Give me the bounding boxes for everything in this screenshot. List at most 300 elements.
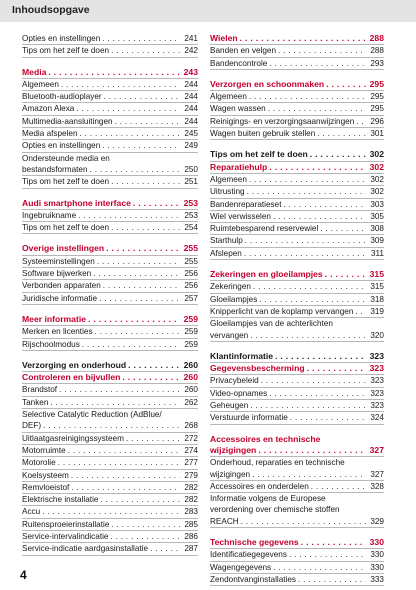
toc-entry[interactable]: [210, 481, 384, 493]
toc-entry[interactable]: [22, 470, 198, 482]
toc-leader-dots: [275, 351, 366, 362]
toc-chapter-title: Verzorging en onderhoud: [22, 359, 127, 370]
toc-entry[interactable]: [22, 409, 198, 420]
toc-entry[interactable]: [22, 457, 198, 469]
toc-entry-title: Privacybeleid: [210, 376, 259, 386]
toc-entry-title: Algemeen: [22, 79, 59, 89]
toc-leader-dots: [290, 412, 366, 423]
toc-page-number: 323: [370, 388, 384, 398]
toc-entry[interactable]: [22, 164, 198, 176]
toc-leader-dots: [249, 174, 366, 185]
toc-leader-dots: [356, 116, 366, 127]
toc-leader-dots: [240, 33, 366, 44]
toc-entry[interactable]: [210, 91, 384, 103]
toc-leader-dots: [106, 243, 180, 254]
toc-page-number: 302: [369, 161, 384, 172]
toc-entry[interactable]: [22, 79, 198, 91]
toc-page-number: 296: [370, 116, 384, 126]
toc-page-number: 286: [184, 531, 198, 541]
toc-page-number: 241: [184, 34, 198, 43]
toc-leader-dots: [253, 281, 366, 292]
toc-entry-title: Bluetooth-audioplayer: [22, 92, 102, 102]
toc-leader-dots: [111, 45, 180, 56]
toc-leader-dots: [241, 516, 366, 527]
toc-chapter-title: Media: [22, 66, 47, 77]
toc-entry[interactable]: [22, 519, 198, 531]
toc-entry-title: Starthulp: [210, 236, 243, 246]
toc-leader-dots: [61, 79, 180, 90]
toc-page-number: 301: [370, 129, 384, 139]
toc-entry-title: bestandsformaten: [22, 164, 88, 174]
toc-chapter-title: Tips om het zelf te doen: [210, 149, 308, 160]
toc-entry[interactable]: [22, 176, 198, 188]
toc-entry-title: vervangen: [210, 330, 249, 340]
toc-entry-title: Tips om het zelf te doen: [22, 223, 110, 233]
toc-entry[interactable]: [22, 433, 198, 445]
toc-leader-dots: [102, 140, 180, 151]
toc-leader-dots: [259, 294, 366, 305]
toc-entry-title: Service-intervalindicatie: [22, 531, 109, 541]
toc-leader-dots: [269, 58, 366, 69]
toc-entry[interactable]: [210, 562, 384, 574]
toc-entry[interactable]: [210, 516, 384, 528]
toc-leader-dots: [355, 306, 366, 317]
toc-chapter-entry[interactable]: [210, 79, 384, 91]
toc-chapter-title: Verzorgen en schoonmaken: [210, 78, 325, 89]
toc-entry[interactable]: [22, 256, 198, 268]
toc-entry[interactable]: [22, 420, 198, 432]
toc-leader-dots: [80, 128, 180, 139]
toc-entry-title: Uitlaatgasreinigingssysteem: [22, 433, 124, 443]
toc-entry[interactable]: [210, 457, 384, 468]
toc-leader-dots: [269, 388, 366, 399]
toc-leader-dots: [42, 506, 180, 517]
toc-page-number: 253: [183, 197, 198, 208]
toc-entry[interactable]: [22, 103, 198, 115]
toc-page-number: 293: [370, 58, 384, 68]
toc-page-number: 323: [370, 401, 384, 411]
toc-page-number: 277: [184, 458, 198, 468]
toc-entry-title: Geheugen: [210, 401, 249, 411]
toc-leader-dots: [247, 186, 366, 197]
toc-entry[interactable]: [22, 45, 198, 57]
toc-leader-dots: [268, 103, 366, 114]
toc-leader-dots: [252, 469, 366, 480]
toc-page-number: 315: [369, 269, 384, 280]
toc-page-number: 255: [183, 243, 198, 254]
toc-leader-dots: [310, 149, 366, 160]
toc-leader-dots: [317, 128, 366, 139]
toc-page-number: 305: [370, 211, 384, 221]
toc-leader-dots: [48, 67, 180, 78]
toc-entry-title: Wagengegevens: [210, 562, 272, 572]
toc-entry-title: Media afspelen: [22, 129, 78, 139]
toc-entry-title: Accessoires en onderdelen: [210, 481, 309, 491]
toc-entry[interactable]: [210, 318, 384, 329]
toc-chapter-title: Reparatiehulp: [210, 161, 268, 172]
toc-entry-title: Knipperlicht van de koplamp vervangen: [210, 306, 354, 316]
toc-leader-dots: [90, 164, 180, 175]
toc-page-number: 245: [184, 129, 198, 139]
toc-entry-title: Zendontvanginstallaties: [210, 574, 297, 584]
toc-page-number: 254: [184, 223, 198, 233]
toc-entry[interactable]: [22, 482, 198, 494]
toc-page-number: 285: [184, 519, 198, 529]
toc-chapter-entry[interactable]: [210, 351, 384, 363]
toc-entry-title: Afslepen: [210, 248, 242, 258]
toc-entry[interactable]: [22, 293, 198, 305]
toc-entry[interactable]: [22, 268, 198, 280]
toc-entry[interactable]: [210, 574, 384, 586]
toc-entry[interactable]: [210, 330, 384, 342]
toc-entry[interactable]: [210, 211, 384, 223]
toc-leader-dots: [325, 269, 366, 280]
toc-entry-title: Identificatiegegevens: [210, 550, 287, 560]
toc-page-number: 295: [370, 104, 384, 114]
toc-entry[interactable]: [210, 248, 384, 260]
toc-page-number: 328: [370, 481, 384, 491]
toc-chapter-title: Overige instellingen: [22, 243, 105, 254]
toc-entry[interactable]: [210, 549, 384, 561]
toc-leader-dots: [245, 235, 366, 246]
toc-page-number: 259: [184, 339, 198, 349]
page-header-title: Inhoudsopgave: [12, 4, 90, 16]
toc-page-number: 244: [184, 104, 198, 114]
toc-page-number: 259: [184, 327, 198, 337]
toc-entry-title: Video-opnames: [210, 388, 268, 398]
toc-entry-title: Reinigings- en verzorgingsaanwijzingen: [210, 116, 355, 126]
toc-entry-title: Amazon Alexa: [22, 104, 75, 114]
toc-entry[interactable]: [22, 339, 198, 351]
toc-leader-dots: [100, 494, 180, 505]
toc-chapter-entry[interactable]: [210, 434, 384, 445]
toc-entry-title: Banden en velgen: [210, 46, 277, 56]
toc-page-number: 256: [184, 269, 198, 279]
toc-section-gap: [22, 305, 198, 314]
toc-chapter-title: Audi smartphone interface: [22, 197, 131, 208]
toc-entry[interactable]: [210, 400, 384, 412]
toc-leader-dots: [71, 482, 180, 493]
toc-entry[interactable]: [210, 103, 384, 115]
toc-chapter-entry[interactable]: [22, 314, 198, 326]
toc-leader-dots: [102, 33, 180, 44]
toc-page-number: 259: [183, 313, 198, 324]
toc-page-number: 243: [183, 66, 198, 77]
toc-page-number: 327: [369, 444, 384, 455]
toc-leader-dots: [273, 562, 366, 573]
toc-leader-dots: [289, 549, 366, 560]
toc-leader-dots: [78, 210, 180, 221]
toc-leader-dots: [283, 199, 366, 210]
toc-page-number: 250: [184, 164, 198, 174]
toc-leader-dots: [43, 420, 180, 431]
toc-entry-title: Koelsysteem: [22, 470, 69, 480]
toc-leader-dots: [258, 445, 366, 456]
toc-entry-title: Rijschoolmodus: [22, 339, 80, 349]
toc-entry-title: Selective Catalytic Reduction (AdBlue/: [22, 410, 162, 420]
toc-entry-title: Wiel verwisselen: [210, 211, 271, 221]
toc-leader-dots: [68, 445, 180, 456]
toc-chapter-entry[interactable]: [210, 445, 384, 457]
toc-chapter-title: Zekeringen en gloeilampjes: [210, 269, 323, 280]
toc-leader-dots: [97, 256, 180, 267]
toc-entry[interactable]: [210, 199, 384, 211]
toc-leader-dots: [133, 198, 180, 209]
toc-chapter-entry[interactable]: [210, 149, 384, 161]
toc-leader-dots: [249, 91, 366, 102]
toc-entry[interactable]: [210, 45, 384, 57]
toc-page-number: 330: [370, 550, 384, 560]
toc-leader-dots: [111, 222, 180, 233]
toc-page-number: 283: [184, 507, 198, 517]
toc-entry[interactable]: [22, 222, 198, 234]
toc-entry-title: Elektrische installatie: [22, 495, 99, 505]
toc-entry-title: Accu: [22, 507, 41, 517]
toc-page-number: 302: [370, 174, 384, 184]
toc-page-number: 253: [184, 210, 198, 220]
toc-entry[interactable]: [22, 506, 198, 518]
toc-entry[interactable]: [210, 58, 384, 70]
toc-leader-dots: [115, 116, 180, 127]
toc-page-number: 282: [184, 495, 198, 505]
toc-leader-dots: [93, 268, 180, 279]
toc-section-gap: [22, 234, 198, 243]
toc-leader-dots: [104, 91, 180, 102]
toc-entry-title: Onderhoud, reparaties en technische: [210, 458, 345, 468]
toc-entry-title: Ruimtebesparend reservewiel: [210, 224, 319, 234]
toc-leader-dots: [111, 519, 180, 530]
toc-entry[interactable]: [22, 91, 198, 103]
toc-leader-dots: [298, 574, 366, 585]
toc-page-number: 244: [184, 92, 198, 102]
toc-entry[interactable]: [210, 412, 384, 424]
toc-chapter-title: Gegevensbescherming: [210, 363, 305, 374]
toc-page-number: 308: [370, 224, 384, 234]
toc-entry-title: Multimedia-aansluitingen: [22, 116, 113, 126]
toc-leader-dots: [111, 176, 180, 187]
toc-page-number: 323: [370, 376, 384, 386]
toc-entry-title: Verbonden apparaten: [22, 281, 101, 291]
toc-entry-title: wijzigingen: [210, 469, 251, 479]
toc-chapter-entry[interactable]: [210, 269, 384, 281]
toc-entry[interactable]: [22, 153, 198, 164]
toc-entry[interactable]: [22, 384, 198, 396]
toc-entry[interactable]: [210, 388, 384, 400]
toc-leader-dots: [250, 330, 366, 341]
toc-entry-title: Zekeringen: [210, 282, 251, 292]
toc-entry-title: Uitrusting: [210, 187, 245, 197]
toc-leader-dots: [71, 470, 180, 481]
toc-entry[interactable]: [22, 128, 198, 140]
toc-entry[interactable]: [22, 140, 198, 152]
toc-entry-title: Motorolie: [22, 458, 56, 468]
toc-leader-dots: [261, 375, 366, 386]
toc-page-number: 295: [370, 92, 384, 102]
toc-entry[interactable]: [210, 223, 384, 235]
toc-page-number: 251: [184, 177, 198, 187]
toc-leader-dots: [269, 162, 366, 173]
page-number: 4: [20, 568, 27, 582]
toc-chapter-entry[interactable]: [22, 243, 198, 255]
toc-entry-title: Tips om het zelf te doen: [22, 46, 110, 56]
toc-entry[interactable]: [22, 33, 198, 45]
toc-entry-title: verordening over chemische stoffen: [210, 505, 340, 515]
toc-leader-dots: [126, 433, 180, 444]
toc-entry[interactable]: [22, 543, 198, 555]
toc-leader-dots: [250, 400, 366, 411]
toc-section-gap: [210, 260, 384, 269]
toc-section-gap: [210, 342, 384, 351]
toc-page-number: 295: [369, 78, 384, 89]
toc-page-number: 303: [370, 199, 384, 209]
toc-chapter-entry[interactable]: [210, 363, 384, 375]
toc-page-number: 262: [184, 397, 198, 407]
toc-leader-dots: [128, 360, 180, 371]
toc-page-number: 288: [370, 46, 384, 56]
toc-entry[interactable]: [210, 174, 384, 186]
toc-entry-title: Remvloeistof: [22, 482, 70, 492]
toc-page-number: 302: [369, 149, 384, 160]
toc-entry-title: Gloeilampjes: [210, 294, 258, 304]
toc-chapter-entry[interactable]: [22, 360, 198, 372]
page-header: [0, 0, 416, 22]
toc-entry-title: Gloeilampjes van de achterlichten: [210, 319, 333, 329]
toc-leader-dots: [320, 223, 366, 234]
toc-leader-dots: [244, 248, 366, 259]
toc-chapter-entry[interactable]: [210, 162, 384, 174]
toc-leader-dots: [103, 280, 180, 291]
toc-page-number: 333: [370, 574, 384, 584]
toc-entry[interactable]: [210, 306, 384, 318]
toc-page-number: 302: [370, 187, 384, 197]
toc-chapter-entry[interactable]: [22, 372, 198, 384]
toc-page-number: 318: [370, 294, 384, 304]
toc-entry[interactable]: [210, 116, 384, 128]
toc-page-number: 323: [369, 350, 384, 361]
toc-page-number: 279: [184, 470, 198, 480]
toc-entry[interactable]: [210, 469, 384, 481]
toc-page-number: 256: [184, 281, 198, 291]
toc-chapter-title: Klantinformatie: [210, 350, 274, 361]
toc-entry-title: Ruitensproeierinstallatie: [22, 519, 110, 529]
toc-chapter-entry[interactable]: [22, 198, 198, 210]
toc-page-number: 260: [184, 385, 198, 395]
toc-section-gap: [210, 140, 384, 149]
toc-entry-title: Software bijwerken: [22, 269, 92, 279]
toc-leader-dots: [95, 326, 180, 337]
toc-entry[interactable]: [22, 280, 198, 292]
toc-leader-dots: [88, 314, 180, 325]
toc-entry[interactable]: [210, 504, 384, 515]
toc-page-number: 282: [184, 482, 198, 492]
toc-page-number: 327: [370, 469, 384, 479]
toc-entry[interactable]: [22, 397, 198, 409]
toc-entry-title: DEF): [22, 421, 42, 431]
toc-chapter-entry[interactable]: [210, 537, 384, 549]
toc-leader-dots: [278, 45, 366, 56]
toc-entry-title: Opties en instellingen: [22, 141, 101, 151]
toc-entry-title: Motorruimte: [22, 445, 66, 455]
toc-entry-title: Verstuurde informatie: [210, 413, 288, 423]
toc-entry-title: Merken en licenties: [22, 327, 93, 337]
toc-chapter-title: Technische gegevens: [210, 536, 299, 547]
toc-page-number: 288: [369, 33, 384, 43]
toc-entry[interactable]: [210, 235, 384, 247]
toc-leader-dots: [59, 384, 180, 395]
toc-right-column: [210, 33, 384, 586]
toc-leader-dots: [99, 293, 180, 304]
toc-entry[interactable]: [210, 294, 384, 306]
toc-page-number: 272: [184, 433, 198, 443]
toc-page-number: 249: [184, 141, 198, 151]
toc-entry[interactable]: [210, 493, 384, 504]
toc-entry[interactable]: [22, 531, 198, 543]
toc-entry-title: Wagen buiten gebruik stellen: [210, 129, 316, 139]
toc-page-number: 260: [183, 372, 198, 383]
toc-entry[interactable]: [22, 445, 198, 457]
toc-chapter-title: Wielen: [210, 33, 238, 43]
toc-leader-dots: [307, 363, 366, 374]
toc-chapter-entry[interactable]: [210, 33, 384, 45]
toc-page-number: 320: [370, 330, 384, 340]
toc-entry-title: Ondersteunde media en: [22, 153, 110, 163]
toc-entry-title: Brandstof: [22, 385, 58, 395]
toc-leader-dots: [311, 481, 366, 492]
toc-leader-dots: [273, 211, 366, 222]
toc-page-number: 311: [370, 248, 384, 258]
toc-page-number: 315: [370, 282, 384, 292]
toc-leader-dots: [150, 543, 180, 554]
toc-page-number: 255: [184, 256, 198, 266]
toc-entry-title: Opties en instellingen: [22, 34, 101, 43]
toc-entry[interactable]: [22, 326, 198, 338]
toc-entry-title: Service-indicatie aardgasinstallatie: [22, 544, 149, 554]
toc-leader-dots: [58, 457, 180, 468]
toc-chapter-title: Meer informatie: [22, 313, 86, 324]
toc-entry-title: Algemeen: [210, 92, 247, 102]
toc-page-number: 244: [184, 79, 198, 89]
toc-page-number: 268: [184, 421, 198, 431]
toc-section-gap: [210, 425, 384, 434]
toc-entry-title: Bandenreparatieset: [210, 199, 282, 209]
toc-page-number: 244: [184, 116, 198, 126]
toc-entry[interactable]: [210, 186, 384, 198]
toc-leader-dots: [326, 79, 366, 90]
toc-leader-dots: [122, 372, 180, 383]
toc-page-number: 274: [184, 445, 198, 455]
toc-entry[interactable]: [210, 281, 384, 293]
toc-page-number: 242: [184, 46, 198, 56]
toc-section-gap: [22, 189, 198, 198]
toc-entry-title: REACH: [210, 516, 239, 526]
toc-section-gap: [22, 58, 198, 67]
toc-entry[interactable]: [22, 116, 198, 128]
toc-chapter-entry[interactable]: [22, 67, 198, 79]
toc-section-gap: [210, 528, 384, 537]
toc-page-number: 319: [370, 306, 384, 316]
toc-page-number: 323: [369, 363, 384, 374]
toc-entry[interactable]: [22, 494, 198, 506]
toc-entry-title: Wagen wassen: [210, 104, 266, 114]
toc-entry[interactable]: [22, 210, 198, 222]
toc-page-number: 309: [370, 236, 384, 246]
toc-entry[interactable]: [210, 128, 384, 140]
toc-leader-dots: [110, 531, 180, 542]
toc-page-number: 330: [369, 536, 384, 547]
toc-page-number: 329: [370, 516, 384, 526]
toc-entry-title: Bandencontrole: [210, 58, 268, 68]
toc-entry[interactable]: [210, 375, 384, 387]
